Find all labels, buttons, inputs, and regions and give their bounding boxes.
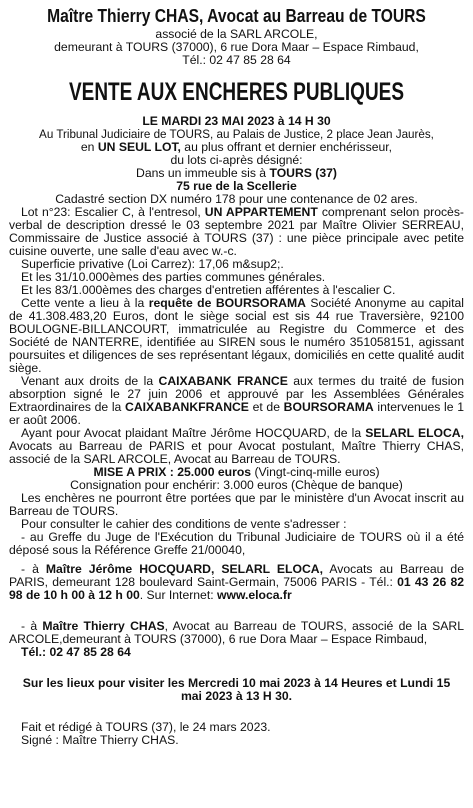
- request-paragraph: Cette vente a lieu à la requête de BOURSORAMA Société Anonyme au capital de 41.308.483,20 Euros, dont le siège social est sis 44 rue Traversière, 92100 BOULOGNE-BILLANCOURT, immatriculée au Registre du Commerce et des Société de NANTERRE, identifiée au SIREN sous le numéro 351058151, agissant poursuites et diligences de ses représentant légaux, domiciliés en cette qualité audit siège.: [9, 296, 464, 375]
- common-parts-line: Et les 31/10.000èmes des parties communes générales.: [21, 270, 326, 284]
- chas-phone: Tél.: 02 47 85 28 64: [21, 645, 131, 659]
- building-line: Dans un immeuble sis à TOURS (37): [136, 166, 337, 180]
- charges-line: Et les 83/1.000èmes des charges d'entretien afférentes à l'escalier C.: [21, 283, 396, 297]
- done-line: Fait et rédigé à TOURS (37), le 24 mars 2023.: [21, 720, 271, 734]
- auction-date: LE MARDI 23 MAI 2023 à 14 H 30: [142, 114, 331, 128]
- reserve-price: MISE A PRIX : 25.000 euros (Vingt-cinq-mille euros): [93, 465, 380, 479]
- bidding-notice: Les enchères ne pourront être portées que par le ministère d'un Avocat inscrit au Barreau de TOURS.: [9, 491, 464, 518]
- lot-description: Lot n°23: Escalier C, à l'entresol, UN APPARTEMENT comprenant selon procès-verbal de description dressé le 03 septembre 2021 par Maître Olivier SERREAU, Commissaire de Justice associé à TOURS (37) : une pièce principale avec petite cuisine ouverte, une salle d'eau avec w.-c.: [9, 205, 464, 258]
- greffe-paragraph: - au Greffe du Juge de l'Exécution du Tribunal Judiciaire de TOURS où il a été déposé sous la Référence Greffe 21/00040,: [9, 530, 464, 557]
- consult-intro: Pour consulter le cahier des conditions de vente s'adresser :: [21, 517, 347, 531]
- visit-info: Sur les lieux pour visiter les Mercredi 10 mai 2023 à 14 Heures et Lundi 15 mai 2023 à 13 H 30.: [22, 676, 451, 703]
- lot-mode-line: en UN SEUL LOT, au plus offrant et dernier enchérisseur,: [80, 140, 393, 154]
- counsel-paragraph: Ayant pour Avocat plaidant Maître Jérôme HOCQUARD, de la SELARL ELOCA, Avocats au Barreau de PARIS et pour Avocat postulant, Maître Thierry CHAS, associé de la SARL ARCOLE, Avocat au Barreau de TOURS.: [9, 426, 464, 466]
- chas-paragraph: - à Maître Thierry CHAS, Avocat au Barreau de TOURS, associé de la SARL ARCOLE,demeurant à TOURS (37000), 6 rue Dora Maar – Espace Rimbaud,: [9, 619, 464, 646]
- deposit-line: Consignation pour enchérir: 3.000 euros (Chèque de banque): [70, 478, 403, 492]
- lot-designation-line: du lots ci-après désigné:: [170, 153, 303, 167]
- signature-line: Signé : Maître Thierry CHAS.: [21, 733, 179, 747]
- cadastre-line: Cadastré section DX numéro 178 pour une contenance de 02 ares.: [55, 192, 418, 206]
- street-line: 75 rue de la Scellerie: [176, 179, 297, 193]
- venue-line: Au Tribunal Judiciaire de TOURS, au Palais de Justice, 2 place Jean Jaurès,: [39, 127, 434, 141]
- surface-line: Superficie privative (Loi Carrez): 17,06 m&sup2;.: [21, 257, 284, 271]
- phone-line: Tél.: 02 47 85 28 64: [182, 53, 291, 67]
- fusion-paragraph: Venant aux droits de la CAIXABANK FRANCE aux termes du traité de fusion absorption signé le 27 juin 2006 et approuvé par les Assemblées Générales Extraordinaires de la CAIXABANKFRANCE et de BOURSORAMA intervenues le 1 er août 2006.: [9, 374, 464, 427]
- sale-title: VENTE AUX ENCHERES PUBLIQUES: [68, 78, 405, 106]
- hocquard-paragraph: - à Maître Jérôme HOCQUARD, SELARL ELOCA, Avocats au Barreau de PARIS, demeurant 128 boulevard Saint-Germain, 75006 PARIS - Tél.: 01 43 26 82 98 de 10 h 00 à 12 h 00. Sur Internet: www.eloca.fr: [9, 562, 464, 602]
- address-line: demeurant à TOURS (37000), 6 rue Dora Maar – Espace Rimbaud,: [54, 40, 419, 54]
- firm-line: associé de la SARL ARCOLE,: [155, 27, 318, 41]
- lawyer-title: Maître Thierry CHAS, Avocat au Barreau de TOURS: [47, 5, 426, 26]
